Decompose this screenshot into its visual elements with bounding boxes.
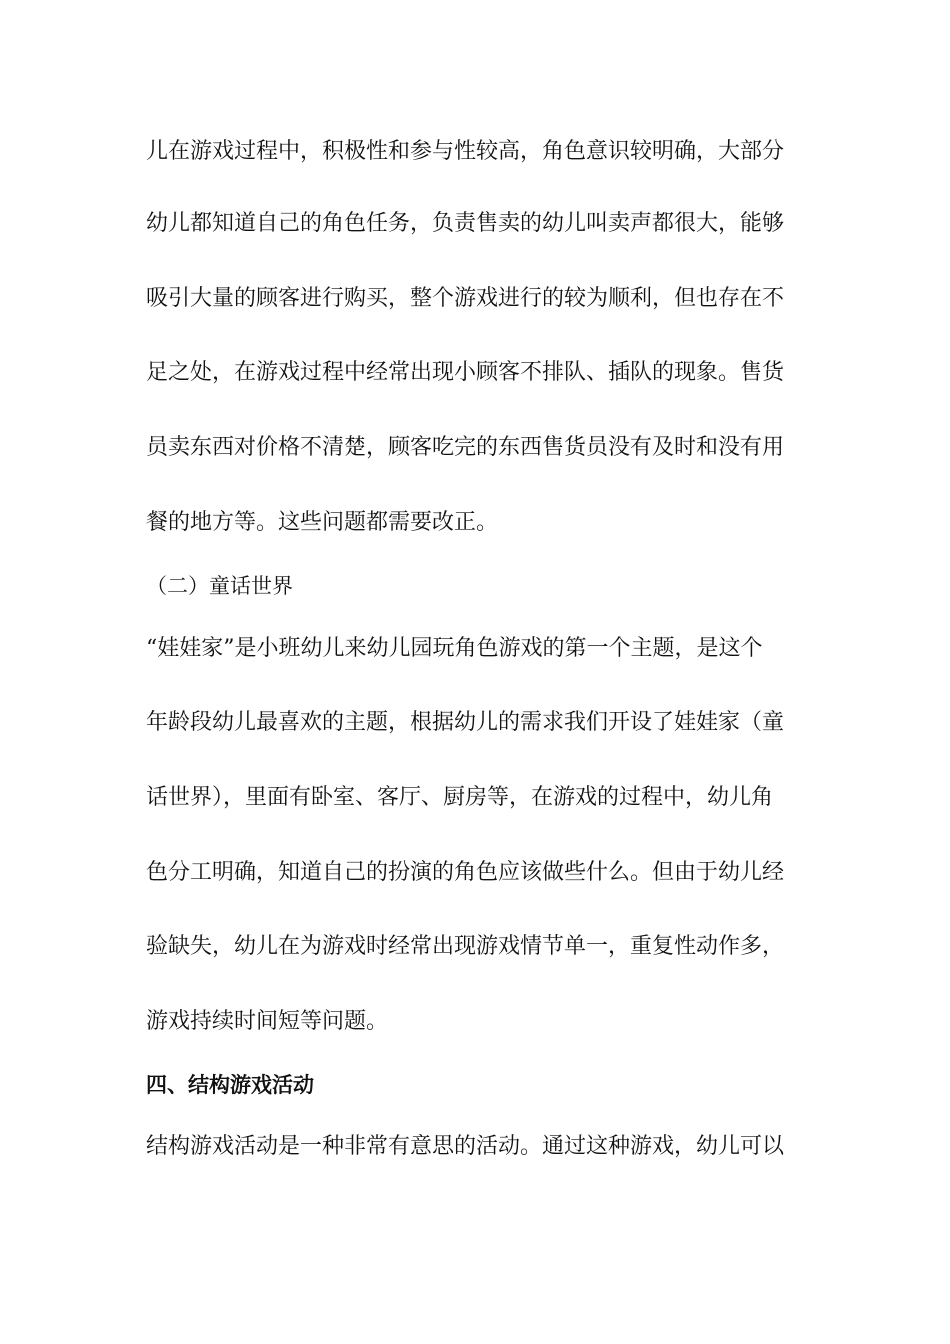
paragraph-1-line-3: 吸引大量的顾客进行购买，整个游戏进行的较为顺利，但也存在不	[146, 286, 785, 311]
paragraph-2-line-1: “娃娃家”是小班幼儿来幼儿园玩角色游戏的第一个主题，是这个	[146, 636, 763, 661]
paragraph-2-line-3: 话世界），里面有卧室、客厅、厨房等，在游戏的过程中，幼儿角	[146, 785, 774, 810]
paragraph-1-line-5: 员卖东西对价格不清楚，顾客吃完的东西售货员没有及时和没有用	[146, 435, 785, 460]
paragraph-1-line-6: 餐的地方等。这些问题都需要改正。	[146, 510, 499, 535]
paragraph-1-line-1: 儿在游戏过程中，积极性和参与性较高，角色意识较明确，大部分	[146, 139, 785, 164]
paragraph-2-line-6: 游戏持续时间短等问题。	[146, 1009, 389, 1034]
paragraph-3-line-1: 结构游戏活动是一种非常有意思的活动。通过这种游戏，幼儿可以	[146, 1134, 785, 1159]
paragraph-1-line-4: 足之处，在游戏过程中经常出现小顾客不排队、插队的现象。售货	[146, 360, 785, 385]
paragraph-2-line-5: 验缺失，幼儿在为游戏时经常出现游戏情节单一，重复性动作多，	[146, 934, 785, 959]
paragraph-2-line-4: 色分工明确，知道自己的扮演的角色应该做些什么。但由于幼儿经	[146, 860, 785, 885]
section-heading: 四、结构游戏活动	[146, 1073, 314, 1097]
paragraph-2-line-2: 年龄段幼儿最喜欢的主题，根据幼儿的需求我们开设了娃娃家（童	[146, 710, 785, 735]
paragraph-1-line-2: 幼儿都知道自己的角色任务，负责售卖的幼儿叫卖声都很大，能够	[146, 211, 785, 236]
subheading-fairy-world: （二）童话世界	[146, 574, 293, 598]
